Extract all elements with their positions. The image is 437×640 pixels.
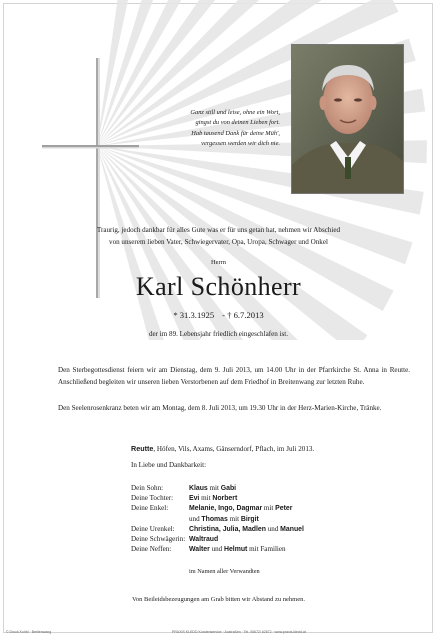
family-connector-text: mit Familien	[247, 545, 286, 554]
family-relation-label: Dein Sohn:	[131, 484, 164, 492]
footer-printer: © Druck Kolrbl · Breitenwang	[6, 630, 52, 634]
family-connector-text: mit	[199, 494, 213, 503]
poem-line: vergessen werden wir dich nie.	[201, 140, 280, 148]
family-connector-text: und	[209, 545, 224, 554]
family-connector-text: und	[189, 514, 202, 523]
family-member-name: Birgit	[240, 515, 259, 523]
birth-date: * 31.3.1925	[173, 310, 215, 320]
poem-line: Ganz still und leise, ohne ein Wort,	[190, 109, 280, 116]
family-names	[189, 544, 286, 555]
family-connector-text: mit	[262, 504, 276, 513]
place-rest: , Höfen, Vils, Axams, Gänserndorf, Pflach, im Juli 2013.	[153, 445, 315, 453]
rosary-paragraph: Den Seelenrosenkranz beten wir am Montag, dem 8. Juli 2013, um 19.30 Uhr in der Herz-Marien-Kirche, Tränke.	[58, 404, 382, 412]
gratitude-line: In Liebe und Dankbarkeit:	[131, 461, 207, 469]
family-member-name: Klaus	[189, 485, 208, 492]
family-member-name: Manuel	[280, 525, 304, 533]
deceased-name: Karl Schönherr	[135, 272, 302, 301]
place-town: Reutte	[131, 444, 154, 453]
family-relation-label: Deine Urenkel:	[131, 524, 175, 533]
family-member-name: Norbert	[212, 495, 238, 503]
portrait-photo	[291, 44, 404, 194]
family-member-name: Evi	[189, 495, 200, 503]
family-relation-label: Deine Schwägerin:	[131, 534, 186, 543]
family-member-name: Christina, Julia, Madlen	[189, 525, 266, 533]
family-relation-label: Deine Neffen:	[131, 545, 172, 554]
relatives-note: im Namen aller Verwandten	[189, 568, 260, 575]
poem-line: gingst du von deinen Lieben fort.	[195, 119, 280, 127]
family-relation-label: Deine Enkel:	[131, 504, 169, 513]
intro-text	[0, 224, 437, 248]
intro-line: Traurig, jedoch dankbar für alles Gute was er für uns getan hat, nehmen wir Abschied	[96, 226, 341, 234]
funeral-service-paragraph: Den Sterbegottesdienst feiern wir am Dienstag, dem 9. Juli 2013, um 14.00 Uhr in der Pfarrkirche St. Anna in Reutte. Anschließend begleiten wir unseren lieben Verstorbenen auf dem Friedhof in Breitenwang zur letzten Ruhe.	[58, 366, 410, 386]
family-member-name: Waltraud	[189, 535, 219, 543]
honorific: Herrn	[211, 259, 226, 266]
family-member-name: Melanie, Ingo, Dagmar	[189, 505, 263, 513]
intro-line: von unserem lieben Vater, Schwiegervater, Opa, Uropa, Schwager und Onkel	[109, 238, 328, 246]
family-member-name: Helmut	[224, 546, 248, 554]
poem	[140, 108, 280, 150]
death-date: - † 6.7.2013	[222, 310, 264, 320]
place-and-date	[131, 444, 314, 453]
life-dates	[0, 310, 437, 320]
family-connector-text: und	[265, 524, 281, 533]
condolence-note: Von Beileidsbezeugungen am Grab bitten wir Abstand zu nehmen.	[132, 596, 305, 603]
family-member-name: Gabi	[220, 485, 237, 492]
family-member-name: Thomas	[201, 515, 228, 523]
family-connector-text: mit	[227, 514, 241, 523]
family-member-name: Walter	[189, 546, 210, 554]
family-relation-label: Deine Tochter:	[131, 494, 174, 503]
footer-contact: PRAXIS KLEDD Kundenservice · Austraßen · Tel. 05672/ 62672 · www.praxis-kledd.at	[172, 630, 306, 634]
family-connector-text: mit	[207, 484, 221, 492]
poem-line: Hab tausend Dank für deine Müh',	[191, 129, 280, 137]
lifeline-text: der im 89. Lebensjahr friedlich eingeschlafen ist.	[148, 330, 289, 338]
family-member-name: Peter	[275, 505, 293, 513]
